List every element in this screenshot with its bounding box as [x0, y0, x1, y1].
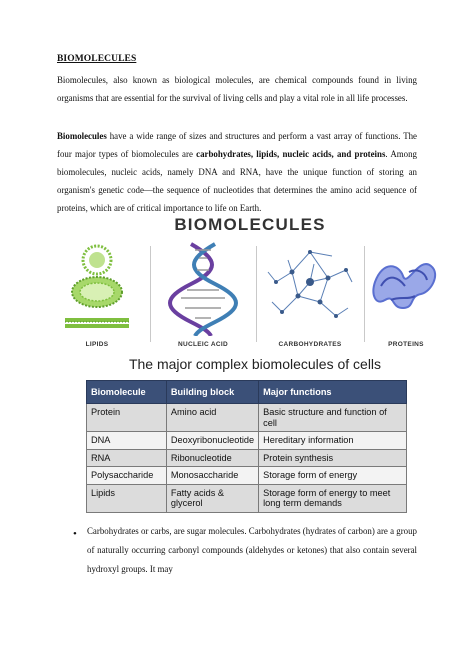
- table-cell: Lipids: [87, 484, 167, 512]
- table-row: [87, 467, 407, 485]
- carbohydrates-panel: [262, 242, 358, 348]
- table-cell: Fatty acids & glycerol: [166, 484, 258, 512]
- types-text-1: have a wide range of sizes and structures and perform a vast array of functions. The four major types of biomolecules are: [57, 131, 417, 159]
- proteins-label: PROTEINS: [388, 341, 424, 348]
- table-row: [87, 404, 407, 432]
- types-text-2: . Among biomolecules, nucleic acids, namely DNA and RNA, have the unique function of storing an organism's genetic code—the sequence of nucleotides that determines the amino acid sequence of proteins, which are of critical importance to life on Earth.: [57, 149, 417, 213]
- table-row: [87, 432, 407, 450]
- nucleic-acid-panel: [157, 242, 249, 348]
- types-bold-list: carbohydrates, lipids, nucleic acids, and proteins: [196, 149, 386, 159]
- table-cell: Basic structure and function of cell: [259, 404, 407, 432]
- table-cell: Storage form of energy to meet long term demands: [259, 484, 407, 512]
- column-header: Major functions: [259, 381, 407, 404]
- table-cell: Storage form of energy: [259, 467, 407, 485]
- biomolecules-figure: [57, 212, 443, 348]
- table-cell: Monosaccharide: [166, 467, 258, 485]
- table-row: [87, 484, 407, 512]
- column-header: Biomolecule: [87, 381, 167, 404]
- table-cell: DNA: [87, 432, 167, 450]
- table-cell: Deoxyribonucleotide: [166, 432, 258, 450]
- biomolecules-table: [86, 380, 407, 513]
- figure-title: BIOMOLECULES: [174, 215, 326, 234]
- table-cell: Protein synthesis: [259, 449, 407, 467]
- figure-divider: [150, 246, 151, 342]
- bullet-icon: •: [73, 528, 77, 540]
- proteins-panel: [369, 242, 443, 348]
- table-cell: Hereditary information: [259, 432, 407, 450]
- figure-divider: [256, 246, 257, 342]
- nucleic-acid-label: NUCLEIC ACID: [178, 341, 228, 348]
- table-cell: Ribonucleotide: [166, 449, 258, 467]
- figure-divider: [364, 246, 365, 342]
- carbohydrates-bullet: Carbohydrates or carbs, are sugar molecules. Carbohydrates (hydrates of carbon) are a group of naturally occurring carbonyl compounds (aldehydes or ketones) that also contain several hydroxyl groups. It may: [87, 526, 417, 574]
- table-cell: Protein: [87, 404, 167, 432]
- column-header: Building block: [166, 381, 258, 404]
- table-title: The major complex biomolecules of cells: [128, 356, 382, 372]
- table-row: [87, 449, 407, 467]
- intro-paragraph: Biomolecules, also known as biological molecules, are chemical compounds found in living organisms that are essential for the survival of living cells and play a vital role in all life processes.: [57, 75, 417, 103]
- table-header-row: [87, 381, 407, 404]
- carbohydrates-label: CARBOHYDRATES: [278, 341, 342, 348]
- document-heading: BIOMOLECULES: [57, 54, 137, 64]
- types-paragraph: [57, 127, 417, 217]
- lipid-illustration-icon: [57, 242, 137, 336]
- table-cell: RNA: [87, 449, 167, 467]
- lipids-label: LIPIDS: [85, 341, 109, 348]
- dna-helix-icon: [157, 242, 249, 336]
- carbohydrate-network-icon: [262, 242, 358, 336]
- protein-ribbon-icon: [369, 242, 443, 336]
- table-cell: Amino acid: [166, 404, 258, 432]
- lipids-panel: [57, 242, 137, 348]
- types-lead-bold: Biomolecules: [57, 131, 107, 141]
- table-cell: Polysaccharide: [87, 467, 167, 485]
